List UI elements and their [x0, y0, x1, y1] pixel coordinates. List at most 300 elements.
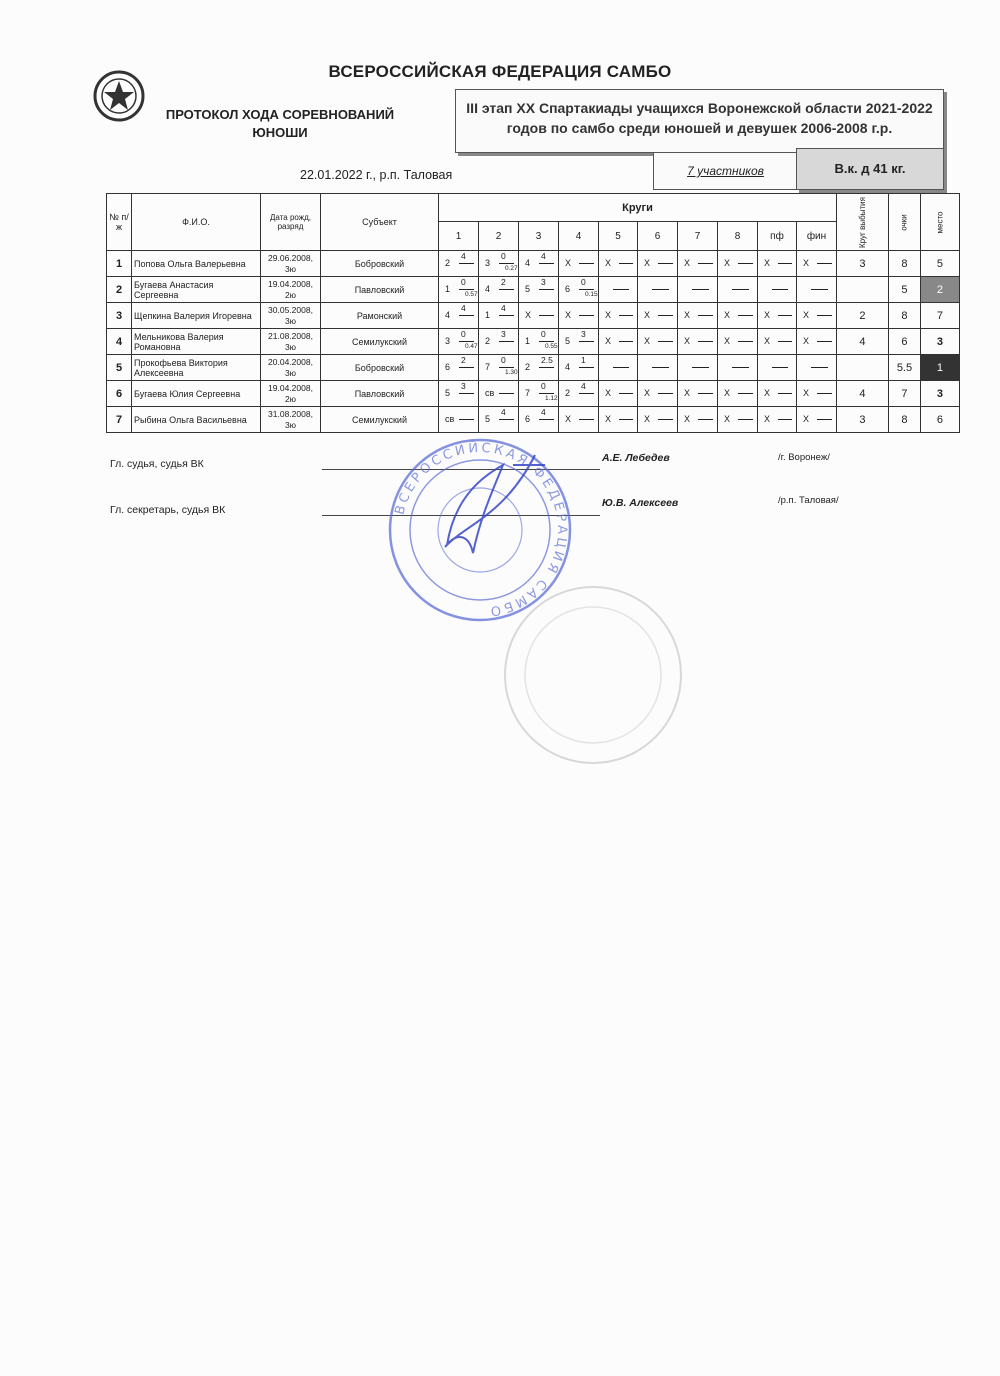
athlete-subject: Павловский: [321, 381, 439, 407]
bout-opponent: 5: [525, 284, 531, 294]
bout-line: [459, 393, 474, 394]
bout-score: 1: [581, 355, 586, 365]
bout-opponent: X: [803, 336, 810, 346]
athlete-dob-date: 30.05.2008,: [268, 304, 313, 315]
bout-line: [738, 263, 753, 264]
bout-cell-round-9: [758, 329, 797, 355]
bout-cell-round-4: [559, 277, 599, 303]
round-header-2: 2: [479, 222, 519, 251]
exit-round: [837, 277, 889, 303]
bout-cell-round-8: [718, 407, 758, 433]
athlete-subject: Рамонский: [321, 303, 439, 329]
exit-round: 3: [837, 251, 889, 277]
bout-line: [499, 419, 514, 420]
round-header-4: 4: [559, 222, 599, 251]
athlete-dob-date: 20.04.2008,: [268, 356, 313, 367]
bout-line: [459, 341, 474, 342]
bout-opponent: X: [684, 258, 691, 268]
bout-cell-round-10: [797, 277, 837, 303]
place: 7: [920, 303, 959, 329]
bout-line: [613, 367, 629, 368]
bout-cell-round-4: [559, 381, 599, 407]
bout-opponent: X: [565, 258, 572, 268]
bout-opponent: X: [644, 336, 651, 346]
table-row: [107, 407, 960, 433]
bout-line: [499, 289, 514, 290]
bout-score: 0: [541, 381, 546, 391]
bout-opponent: 6: [525, 414, 531, 424]
bout-opponent: 7: [525, 388, 531, 398]
bout-opponent: 4: [525, 258, 531, 268]
athlete-rank: 3ю: [284, 419, 297, 430]
bout-cell-round-6: [638, 303, 678, 329]
bout-time: 0.47: [465, 343, 478, 350]
row-number: 5: [107, 355, 132, 381]
round-header-8: 8: [718, 222, 758, 251]
bout-opponent: X: [565, 310, 572, 320]
bout-opponent: X: [605, 388, 612, 398]
col-exit-header-text: Круг выбытия: [857, 197, 867, 248]
athlete-rank: 2ю: [284, 393, 297, 404]
bout-time: 1.12: [545, 395, 558, 402]
round-header-1: 1: [439, 222, 479, 251]
bout-line: [692, 289, 709, 290]
bout-cell-round-2: [479, 329, 519, 355]
secretary-signature-line: [322, 515, 600, 516]
bout-line: [459, 263, 474, 264]
bout-score: 2: [501, 277, 506, 287]
judge-signature-line: [322, 469, 600, 470]
event-title: [456, 98, 943, 138]
athlete-name: Рыбина Ольга Васильевна: [132, 407, 261, 433]
bout-cell-round-5: [599, 355, 638, 381]
bout-line: [499, 367, 514, 368]
bout-cell-round-8: [718, 251, 758, 277]
participants-count: 7 участников: [687, 164, 764, 178]
judge-city: /г. Воронеж/: [778, 452, 830, 463]
bout-score: 0: [461, 329, 466, 339]
bout-line: [817, 263, 832, 264]
athlete-dob: [261, 303, 321, 329]
round-header-9: пф: [758, 222, 797, 251]
athlete-name: Мельникова Валерия Романовна: [132, 329, 261, 355]
bout-line: [539, 341, 554, 342]
participants-box: [653, 152, 798, 190]
bout-opponent: X: [724, 310, 731, 320]
bout-line: [698, 419, 713, 420]
bout-time: 0.15: [585, 291, 598, 298]
bout-opponent: X: [644, 414, 651, 424]
athlete-subject: Семилукский: [321, 329, 439, 355]
secretary-name: Ю.В. Алексеев: [602, 497, 679, 509]
bout-cell-round-2: [479, 251, 519, 277]
bout-cell-round-8: [718, 329, 758, 355]
bout-line: [539, 263, 554, 264]
bout-line: [732, 367, 749, 368]
bout-line: [499, 341, 514, 342]
athlete-subject: Павловский: [321, 277, 439, 303]
bout-score: 4: [501, 303, 506, 313]
bout-line: [579, 289, 594, 290]
table-row: [107, 303, 960, 329]
exit-round: 4: [837, 381, 889, 407]
bout-line: [619, 393, 633, 394]
federation-stamp: [385, 435, 575, 625]
bout-cell-round-5: [599, 381, 638, 407]
bout-opponent: X: [605, 258, 612, 268]
bout-line: [778, 393, 792, 394]
table-row: [107, 329, 960, 355]
place: 3: [920, 329, 959, 355]
bout-cell-round-9: [758, 381, 797, 407]
bout-opponent: X: [803, 388, 810, 398]
bout-cell-round-10: [797, 303, 837, 329]
bout-score: 3: [541, 277, 546, 287]
bout-line: [499, 393, 514, 394]
bout-cell-round-4: [559, 407, 599, 433]
bout-cell-round-7: [678, 303, 718, 329]
athlete-dob-date: 31.08.2008,: [268, 408, 313, 419]
athlete-dob-date: 19.04.2008,: [268, 382, 313, 393]
bout-cell-round-8: [718, 381, 758, 407]
athlete-dob: [261, 355, 321, 381]
bout-cell-round-4: [559, 251, 599, 277]
col-points-header: [888, 194, 920, 251]
bout-cell-round-2: [479, 355, 519, 381]
col-exit-header: [837, 194, 889, 251]
col-place-header-text: место: [935, 211, 945, 234]
bout-line: [459, 419, 474, 420]
bout-cell-round-5: [599, 251, 638, 277]
row-number: 6: [107, 381, 132, 407]
bout-line: [579, 367, 594, 368]
bout-line: [772, 289, 788, 290]
row-number: 3: [107, 303, 132, 329]
round-header-7: 7: [678, 222, 718, 251]
bout-line: [658, 263, 673, 264]
bout-opponent: X: [724, 336, 731, 346]
bout-line: [539, 367, 554, 368]
col-place-header: [920, 194, 959, 251]
bout-line: [658, 419, 673, 420]
bout-cell-round-3: [519, 251, 559, 277]
secretary-city: /р.п. Таловая/: [778, 495, 839, 506]
points: 6: [888, 329, 920, 355]
bout-cell-round-2: [479, 407, 519, 433]
bout-opponent: X: [605, 414, 612, 424]
place: 3: [920, 381, 959, 407]
row-number: 4: [107, 329, 132, 355]
bout-line: [811, 289, 828, 290]
bout-line: [459, 367, 474, 368]
bout-line: [817, 393, 832, 394]
points: 5.5: [888, 355, 920, 381]
weight-box: [796, 148, 944, 190]
bout-cell-round-5: [599, 329, 638, 355]
bout-cell-round-9: [758, 407, 797, 433]
col-num-header: № п/ж: [107, 194, 132, 251]
bout-line: [738, 419, 753, 420]
bout-score: 0: [461, 277, 466, 287]
bout-opponent: 3: [485, 258, 491, 268]
judge-name: А.Е. Лебедев: [602, 452, 670, 464]
bout-score: 4: [541, 251, 546, 261]
bout-line: [778, 263, 792, 264]
event-title-line1: III этап XX Спартакиады учащихся Воронежской области 2021-2022: [466, 100, 933, 116]
date-place: 22.01.2022 г., р.п. Таловая: [300, 168, 453, 182]
bout-opponent: 7: [485, 362, 491, 372]
protocol-title: [150, 106, 410, 142]
bout-cell-round-1: [439, 407, 479, 433]
bout-opponent: 2: [525, 362, 531, 372]
bout-opponent: 1: [445, 284, 451, 294]
bout-time: 1.30: [505, 369, 518, 376]
bout-cell-round-10: [797, 329, 837, 355]
bout-cell-round-2: [479, 303, 519, 329]
place: 1: [920, 355, 959, 381]
bout-line: [579, 315, 594, 316]
bout-cell-round-8: [718, 303, 758, 329]
athlete-dob-date: 29.06.2008,: [268, 252, 313, 263]
bout-score: 4: [581, 381, 586, 391]
bout-cell-round-10: [797, 381, 837, 407]
bout-cell-round-3: [519, 407, 559, 433]
bout-cell-round-2: [479, 381, 519, 407]
points: 8: [888, 407, 920, 433]
bout-cell-round-6: [638, 329, 678, 355]
col-subject-header: Субъект: [321, 194, 439, 251]
rounds-header: Круги: [439, 194, 837, 222]
bout-score: 4: [461, 303, 466, 313]
bout-opponent: 6: [445, 362, 451, 372]
col-points-header-text: очки: [899, 214, 909, 231]
bout-cell-round-1: [439, 381, 479, 407]
bout-score: 0: [501, 355, 506, 365]
bout-opponent: X: [724, 414, 731, 424]
bout-line: [459, 315, 474, 316]
bout-opponent: X: [724, 388, 731, 398]
athlete-subject: Бобровский: [321, 355, 439, 381]
bout-opponent: 5: [565, 336, 571, 346]
athlete-subject: Бобровский: [321, 251, 439, 277]
bout-opponent: X: [644, 258, 651, 268]
round-header-5: 5: [599, 222, 638, 251]
bout-line: [778, 419, 792, 420]
bout-cell-round-6: [638, 251, 678, 277]
bout-line: [499, 263, 514, 264]
bout-cell-round-8: [718, 277, 758, 303]
place: 6: [920, 407, 959, 433]
bout-time: 0.55: [545, 343, 558, 350]
bout-opponent: X: [764, 336, 771, 346]
exit-round: [837, 355, 889, 381]
place: 5: [920, 251, 959, 277]
table-row: [107, 355, 960, 381]
bout-opponent: 1: [525, 336, 531, 346]
bout-score: 3: [461, 381, 466, 391]
bout-line: [619, 419, 633, 420]
bout-opponent: X: [803, 310, 810, 320]
bout-cell-round-3: [519, 355, 559, 381]
bout-line: [817, 315, 832, 316]
athlete-rank: 2ю: [284, 289, 297, 300]
bout-line: [817, 419, 832, 420]
row-number: 7: [107, 407, 132, 433]
bout-score: 0: [581, 277, 586, 287]
bout-cell-round-1: [439, 329, 479, 355]
bout-opponent: X: [803, 258, 810, 268]
athlete-rank: 3ю: [284, 315, 297, 326]
bout-line: [652, 367, 669, 368]
bout-opponent: св: [445, 414, 455, 424]
table-row: [107, 251, 960, 277]
bout-line: [652, 289, 669, 290]
bout-opponent: X: [644, 388, 651, 398]
bout-cell-round-7: [678, 277, 718, 303]
bout-score: 0: [541, 329, 546, 339]
bout-cell-round-1: [439, 277, 479, 303]
bout-cell-round-5: [599, 303, 638, 329]
bout-cell-round-4: [559, 329, 599, 355]
protocol-table: [106, 193, 960, 433]
bout-opponent: X: [605, 310, 612, 320]
bout-score: 4: [501, 407, 506, 417]
exit-round: 3: [837, 407, 889, 433]
bout-score: 4: [541, 407, 546, 417]
faded-stamp: [498, 580, 688, 770]
bout-cell-round-8: [718, 355, 758, 381]
bout-line: [732, 289, 749, 290]
bout-cell-round-3: [519, 329, 559, 355]
bout-line: [698, 315, 713, 316]
weight-category: В.к. д 41 кг.: [834, 161, 906, 176]
bout-cell-round-7: [678, 355, 718, 381]
bout-cell-round-5: [599, 407, 638, 433]
bout-cell-round-4: [559, 355, 599, 381]
points: 8: [888, 251, 920, 277]
bout-cell-round-4: [559, 303, 599, 329]
bout-line: [698, 393, 713, 394]
bout-line: [778, 341, 792, 342]
bout-line: [613, 289, 629, 290]
bout-line: [778, 315, 792, 316]
bout-cell-round-6: [638, 355, 678, 381]
bout-opponent: X: [764, 414, 771, 424]
bout-line: [811, 367, 828, 368]
bout-line: [459, 289, 474, 290]
bout-line: [658, 393, 673, 394]
exit-round: 2: [837, 303, 889, 329]
bout-line: [817, 341, 832, 342]
bout-line: [579, 393, 594, 394]
athlete-dob: [261, 381, 321, 407]
bout-cell-round-6: [638, 277, 678, 303]
round-header-3: 3: [519, 222, 559, 251]
table-row: [107, 381, 960, 407]
place: 2: [920, 277, 959, 303]
bout-cell-round-9: [758, 303, 797, 329]
bout-opponent: X: [684, 336, 691, 346]
bout-cell-round-7: [678, 329, 718, 355]
bout-cell-round-3: [519, 277, 559, 303]
bout-opponent: X: [605, 336, 612, 346]
bout-line: [738, 315, 753, 316]
bout-opponent: X: [764, 388, 771, 398]
bout-line: [579, 341, 594, 342]
athlete-rank: 3ю: [284, 341, 297, 352]
round-header-10: фин: [797, 222, 837, 251]
points: 8: [888, 303, 920, 329]
bout-line: [658, 341, 673, 342]
bout-opponent: X: [764, 258, 771, 268]
bout-score: 3: [581, 329, 586, 339]
bout-line: [539, 315, 554, 316]
protocol-title-line1: ПРОТОКОЛ ХОДА СОРЕВНОВАНИЙ: [165, 107, 395, 122]
points: 5: [888, 277, 920, 303]
bout-opponent: 1: [485, 310, 491, 320]
bout-opponent: X: [764, 310, 771, 320]
bout-cell-round-1: [439, 251, 479, 277]
bout-line: [619, 341, 633, 342]
bout-opponent: X: [724, 258, 731, 268]
bout-opponent: X: [565, 414, 572, 424]
col-dob-header: Дата рожд, разряд: [261, 194, 321, 251]
sambo-logo-icon: [93, 70, 145, 122]
athlete-dob: [261, 251, 321, 277]
bout-opponent: 2: [565, 388, 571, 398]
bout-cell-round-2: [479, 277, 519, 303]
bout-cell-round-10: [797, 355, 837, 381]
bout-opponent: 5: [485, 414, 491, 424]
bout-opponent: 4: [485, 284, 491, 294]
bout-cell-round-3: [519, 303, 559, 329]
athlete-name: Бугаева Анастасия Сергеевна: [132, 277, 261, 303]
row-number: 2: [107, 277, 132, 303]
athlete-name: Прокофьева Виктория Алексеевна: [132, 355, 261, 381]
bout-opponent: 6: [565, 284, 571, 294]
bout-time: 0.27: [505, 265, 518, 272]
bout-line: [698, 263, 713, 264]
bout-cell-round-1: [439, 303, 479, 329]
bout-line: [499, 315, 514, 316]
bout-score: 2: [461, 355, 466, 365]
bout-line: [658, 315, 673, 316]
athlete-name: Попова Ольга Валерьевна: [132, 251, 261, 277]
athlete-dob: [261, 407, 321, 433]
bout-line: [772, 367, 788, 368]
bout-score: 0: [501, 251, 506, 261]
bout-cell-round-5: [599, 277, 638, 303]
bout-cell-round-10: [797, 251, 837, 277]
judge-label: Гл. судья, судья ВК: [110, 458, 204, 470]
bout-line: [738, 341, 753, 342]
athlete-dob: [261, 277, 321, 303]
bout-opponent: 4: [565, 362, 571, 372]
athlete-dob-date: 21.08.2008,: [268, 330, 313, 341]
athlete-name: Бугаева Юлия Сергеевна: [132, 381, 261, 407]
bout-score: 3: [501, 329, 506, 339]
bout-cell-round-10: [797, 407, 837, 433]
row-number: 1: [107, 251, 132, 277]
bout-cell-round-7: [678, 407, 718, 433]
exit-round: 4: [837, 329, 889, 355]
bout-cell-round-7: [678, 251, 718, 277]
bout-opponent: X: [525, 310, 532, 320]
bout-cell-round-3: [519, 381, 559, 407]
bout-cell-round-7: [678, 381, 718, 407]
bout-cell-round-9: [758, 277, 797, 303]
bout-cell-round-1: [439, 355, 479, 381]
